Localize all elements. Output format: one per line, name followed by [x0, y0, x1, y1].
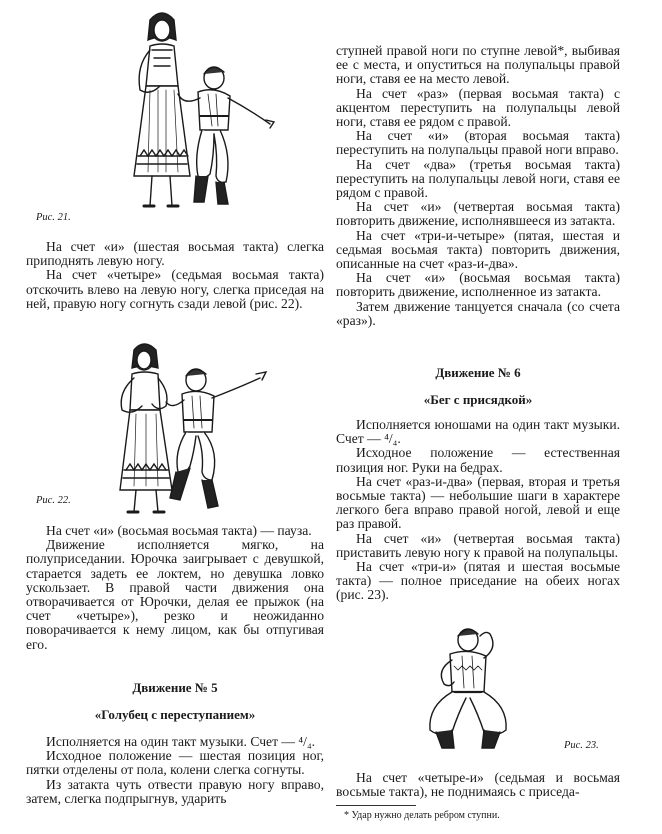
figure-22-dancers-illustration: [100, 340, 276, 518]
movement-6-subtitle: «Бег с присядкой»: [423, 392, 533, 407]
footnote-rule: [336, 805, 416, 806]
paragraph: На счет «четыре» (седьмая восьмая такта) отскочить влево на левую ногу, слегка приседая на ней, правую ногу согнуть сзади левой (рис. 22).: [26, 267, 324, 311]
paragraph: На счет «три-и-четыре» (пятая, шестая и седьмая восьмая такта) повторить движения, описанные на счет «раз-и-два».: [336, 227, 620, 272]
right-text-block-3: [336, 771, 620, 799]
paragraph: Затем движение танцуется сначала (со счета «раз»).: [336, 298, 620, 328]
paragraph: На счет «раз» (первая восьмая такта) с акцентом переступить на полупальцы левой ноги, ставя ее рядом с правой.: [336, 85, 620, 130]
left-text-block-3: [26, 735, 324, 806]
right-text-block-1: [336, 44, 620, 328]
paragraph: На счет «четыре-и» (седьмая и восьмая восьмые такта), не поднимаясь с приседа-: [336, 770, 620, 800]
left-text-block-1: [26, 240, 324, 311]
paragraph: На счет «и» (четвертая восьмая такта) приставить левую ногу к правой на полупальцы.: [336, 530, 620, 560]
paragraph: На счет «раз-и-два» (первая, вторая и третья восьмые такта) — небольшие шаги в характере легкого бега вправо правой ногой, левой и еще раз правой.: [336, 473, 620, 532]
paragraph: ступней правой ноги по ступне левой*, выбивая ее с места, и опуститься на полупальцы правой ноги, ставя ее на место левой.: [336, 43, 620, 87]
left-text-block-2: [26, 524, 324, 652]
paragraph: Исходное положение — шестая позиция ног, пятки отделены от пола, колени слегка согнуты.: [26, 748, 324, 778]
paragraph: На счет «и» (восьмая восьмая такта) повторить движение, исполненное из затакта.: [336, 270, 620, 300]
paragraph: Движение исполняется мягко, на полуприседании. Юрочка заигрывает с девушкой, старается задеть ее локтем, но девушка ловко ускользает. В правой части движения она отворачивается от Юрочки, делая ее прыжок (на счет «четыре»), резко и неожиданно поворачивается к нему лицом, как бы отпугивая его.: [26, 537, 324, 652]
paragraph: На счет «три-и» (пятая и шестая восьмые такта) — полное приседание на обеих ногах (рис. 23).: [336, 559, 620, 603]
movement-5-heading: Движение № 5: [132, 680, 218, 695]
figure-23-squatting-dancer-illustration: [418, 626, 528, 752]
paragraph: Из затакта чуть отвести правую ногу вправо, затем, слегка подпрыгнув, ударить: [26, 776, 324, 806]
figure-22-caption: Рис. 22.: [36, 495, 71, 506]
paragraph: Исходное положение — естественная позиция ног. Руки на бедрах.: [336, 445, 620, 475]
movement-5-subtitle: «Голубец с переступанием»: [94, 707, 256, 722]
paragraph: На счет «и» (восьмая восьмая такта) — пауза.: [46, 523, 312, 538]
movement-6-heading: Движение № 6: [435, 365, 521, 380]
figure-21-caption: Рис. 21.: [36, 212, 71, 223]
footnote: * Удар нужно делать ребром ступни.: [344, 810, 500, 821]
paragraph: На счет «и» (шестая восьмая такта) слегка приподнять левую ногу.: [26, 239, 324, 269]
paragraph: На счет «и» (вторая восьмая такта) переступить на полупальцы правой ноги вправо.: [336, 128, 620, 158]
paragraph: На счет «два» (третья восьмая такта) переступить на полупальцы левой ноги, ставя ее рядом с правой.: [336, 156, 620, 201]
figure-23-caption: Рис. 23.: [564, 740, 599, 751]
figure-21-dancers-illustration: [100, 6, 280, 218]
right-text-block-2: [336, 418, 620, 603]
paragraph: Исполняется на один такт музыки. Счет — ⁴/₄.: [46, 734, 316, 749]
paragraph: На счет «и» (четвертая восьмая такта) повторить движение, исполнявшееся из затакта.: [336, 199, 620, 229]
paragraph: Исполняется юношами на один такт музыки. Счет — ⁴/₄.: [336, 417, 620, 447]
